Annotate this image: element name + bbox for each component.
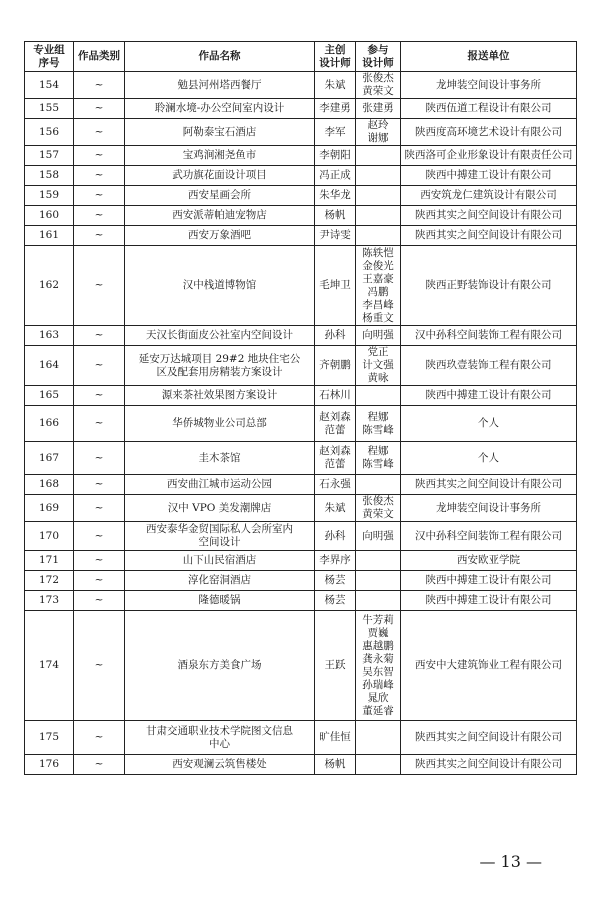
- work-name-cell: 宝鸡涧湘尧鱼市: [125, 146, 315, 166]
- group-number-cell: 161: [25, 226, 74, 246]
- header-work-name: 作品名称: [125, 42, 315, 72]
- category-cell: ~: [74, 206, 125, 226]
- submitting-unit-cell: 汉中孙科空间装饰工程有限公司: [401, 326, 577, 346]
- participants-cell: [356, 551, 401, 571]
- participants-cell: 张建勇: [356, 99, 401, 119]
- lead-designer-cell: 齐朝鹏: [315, 346, 356, 386]
- lead-designer-cell: 赵刘森 范蕾: [315, 442, 356, 475]
- category-cell: ~: [74, 99, 125, 119]
- submitting-unit-cell: 个人: [401, 442, 577, 475]
- table-row: [25, 475, 577, 495]
- category-cell: ~: [74, 522, 125, 551]
- table-row: [25, 611, 577, 721]
- group-number-cell: 176: [25, 755, 74, 775]
- work-name-cell: 阿勒泰宝石酒店: [125, 119, 315, 146]
- lead-designer-cell: 孙科: [315, 326, 356, 346]
- lead-designer-cell: 冯正成: [315, 166, 356, 186]
- submitting-unit-cell: 陕西中搏建工设计有限公司: [401, 571, 577, 591]
- lead-designer-cell: 杨芸: [315, 591, 356, 611]
- table-row: [25, 72, 577, 99]
- participants-cell: [356, 206, 401, 226]
- category-cell: ~: [74, 551, 125, 571]
- table-row: [25, 406, 577, 442]
- lead-designer-cell: 赵刘森 范蕾: [315, 406, 356, 442]
- lead-designer-cell: 王跃: [315, 611, 356, 721]
- participants-cell: [356, 571, 401, 591]
- lead-designer-cell: 李建勇: [315, 99, 356, 119]
- group-number-cell: 156: [25, 119, 74, 146]
- participants-cell: [356, 591, 401, 611]
- header-submitting-unit: 报送单位: [401, 42, 577, 72]
- group-number-cell: 155: [25, 99, 74, 119]
- participants-cell: [356, 721, 401, 755]
- work-name-cell: 延安万达城项目 29#2 地块住宅公 区及配套用房精装方案设计: [125, 346, 315, 386]
- table-row: [25, 551, 577, 571]
- table-row: [25, 755, 577, 775]
- category-cell: ~: [74, 591, 125, 611]
- group-number-cell: 173: [25, 591, 74, 611]
- submitting-unit-cell: 陕西其实之间空间设计有限公司: [401, 721, 577, 755]
- table-row: [25, 326, 577, 346]
- lead-designer-cell: 旷佳恒: [315, 721, 356, 755]
- work-name-cell: 甘肃交通职业技术学院图文信息 中心: [125, 721, 315, 755]
- work-name-cell: 天汉长街面皮公社室内空间设计: [125, 326, 315, 346]
- submitting-unit-cell: 陕西其实之间空间设计有限公司: [401, 226, 577, 246]
- work-name-cell: 勉县河州塔西餐厅: [125, 72, 315, 99]
- category-cell: ~: [74, 326, 125, 346]
- header-category: 作品类别: [74, 42, 125, 72]
- work-name-cell: 隆德暖锅: [125, 591, 315, 611]
- table-row: [25, 206, 577, 226]
- lead-designer-cell: 杨芸: [315, 571, 356, 591]
- header-group-number: 专业组 序号: [25, 42, 74, 72]
- category-cell: ~: [74, 346, 125, 386]
- participants-cell: [356, 475, 401, 495]
- work-name-cell: 西安观澜云筑售楼处: [125, 755, 315, 775]
- work-name-cell: 聆澜水境-办公空间室内设计: [125, 99, 315, 119]
- category-cell: ~: [74, 72, 125, 99]
- submitting-unit-cell: 陕西其实之间空间设计有限公司: [401, 206, 577, 226]
- work-name-cell: 西安泰华金贸国际私人会所室内 空间设计: [125, 522, 315, 551]
- submitting-unit-cell: 陕西中搏建工设计有限公司: [401, 591, 577, 611]
- category-cell: ~: [74, 226, 125, 246]
- group-number-cell: 169: [25, 495, 74, 522]
- submitting-unit-cell: 陕西度高环境艺术设计有限公司: [401, 119, 577, 146]
- entries-table: [24, 41, 577, 775]
- submitting-unit-cell: 陕西玖壹装饰工程有限公司: [401, 346, 577, 386]
- submitting-unit-cell: 西安筑龙仁建筑设计有限公司: [401, 186, 577, 206]
- group-number-cell: 158: [25, 166, 74, 186]
- participants-cell: [356, 755, 401, 775]
- participants-cell: [356, 386, 401, 406]
- group-number-cell: 167: [25, 442, 74, 475]
- work-name-cell: 西安派蒂帕迪宠物店: [125, 206, 315, 226]
- table-row: [25, 721, 577, 755]
- work-name-cell: 西安星画会所: [125, 186, 315, 206]
- participants-cell: [356, 166, 401, 186]
- group-number-cell: 165: [25, 386, 74, 406]
- participants-cell: 赵玲 谢娜: [356, 119, 401, 146]
- group-number-cell: 163: [25, 326, 74, 346]
- lead-designer-cell: 李朝阳: [315, 146, 356, 166]
- group-number-cell: 168: [25, 475, 74, 495]
- group-number-cell: 171: [25, 551, 74, 571]
- group-number-cell: 157: [25, 146, 74, 166]
- submitting-unit-cell: 陕西中搏建工设计有限公司: [401, 386, 577, 406]
- work-name-cell: 汉中栈道博物馆: [125, 246, 315, 326]
- table-row: [25, 442, 577, 475]
- participants-cell: 向明强: [356, 326, 401, 346]
- participants-cell: 张俊杰 黄荣文: [356, 495, 401, 522]
- header-lead-designer: 主创 设计师: [315, 42, 356, 72]
- submitting-unit-cell: 汉中孙科空间装饰工程有限公司: [401, 522, 577, 551]
- submitting-unit-cell: 陕西其实之间空间设计有限公司: [401, 755, 577, 775]
- participants-cell: 程娜 陈雪峰: [356, 406, 401, 442]
- lead-designer-cell: 朱华龙: [315, 186, 356, 206]
- submitting-unit-cell: 陕西正野装饰设计有限公司: [401, 246, 577, 326]
- work-name-cell: 淳化窑洞酒店: [125, 571, 315, 591]
- group-number-cell: 172: [25, 571, 74, 591]
- submitting-unit-cell: 陕西洛可企业形象设计有限责任公司: [401, 146, 577, 166]
- table-row: [25, 119, 577, 146]
- group-number-cell: 159: [25, 186, 74, 206]
- submitting-unit-cell: 陕西伍道工程设计有限公司: [401, 99, 577, 119]
- category-cell: ~: [74, 386, 125, 406]
- table-header-row: [25, 42, 577, 72]
- page-number: — 13 —: [479, 852, 542, 871]
- lead-designer-cell: 李军: [315, 119, 356, 146]
- submitting-unit-cell: 西安欧亚学院: [401, 551, 577, 571]
- work-name-cell: 华侨城物业公司总部: [125, 406, 315, 442]
- submitting-unit-cell: 西安中大建筑饰业工程有限公司: [401, 611, 577, 721]
- category-cell: ~: [74, 146, 125, 166]
- category-cell: ~: [74, 186, 125, 206]
- lead-designer-cell: 石林川: [315, 386, 356, 406]
- table-row: [25, 522, 577, 551]
- work-name-cell: 圭木茶馆: [125, 442, 315, 475]
- group-number-cell: 162: [25, 246, 74, 326]
- participants-cell: 向明强: [356, 522, 401, 551]
- participants-cell: [356, 226, 401, 246]
- participants-cell: 程娜 陈雪峰: [356, 442, 401, 475]
- table-row: [25, 186, 577, 206]
- submitting-unit-cell: 陕西其实之间空间设计有限公司: [401, 475, 577, 495]
- table-row: [25, 495, 577, 522]
- table-row: [25, 246, 577, 326]
- header-participants: 参与 设计师: [356, 42, 401, 72]
- table-body: [25, 72, 577, 775]
- table-row: [25, 146, 577, 166]
- category-cell: ~: [74, 611, 125, 721]
- work-name-cell: 源来茶社效果图方案设计: [125, 386, 315, 406]
- work-name-cell: 武功旗花面设计项目: [125, 166, 315, 186]
- submitting-unit-cell: 陕西中搏建工设计有限公司: [401, 166, 577, 186]
- submitting-unit-cell: 龙坤装空间设计事务所: [401, 495, 577, 522]
- participants-cell: [356, 186, 401, 206]
- category-cell: ~: [74, 166, 125, 186]
- category-cell: ~: [74, 495, 125, 522]
- submitting-unit-cell: 个人: [401, 406, 577, 442]
- category-cell: ~: [74, 475, 125, 495]
- group-number-cell: 160: [25, 206, 74, 226]
- lead-designer-cell: 石永强: [315, 475, 356, 495]
- category-cell: ~: [74, 755, 125, 775]
- table-row: [25, 346, 577, 386]
- participants-cell: 党正 计文强 黄咏: [356, 346, 401, 386]
- lead-designer-cell: 孙科: [315, 522, 356, 551]
- work-name-cell: 西安曲江城市运动公园: [125, 475, 315, 495]
- participants-cell: 陈轶恺 金俊光 王嘉豪 冯鹏 李昌峰 杨重文: [356, 246, 401, 326]
- participants-cell: 牛芳莉 贾巍 惠越鹏 龚永菊 吴东智 孙瑞峰 晁欣 董延睿: [356, 611, 401, 721]
- group-number-cell: 154: [25, 72, 74, 99]
- table-row: [25, 166, 577, 186]
- lead-designer-cell: 李界序: [315, 551, 356, 571]
- work-name-cell: 西安万象酒吧: [125, 226, 315, 246]
- table-row: [25, 591, 577, 611]
- work-name-cell: 山下山民宿酒店: [125, 551, 315, 571]
- work-name-cell: 汉中 VPO 美发潮牌店: [125, 495, 315, 522]
- table-row: [25, 571, 577, 591]
- submitting-unit-cell: 龙坤装空间设计事务所: [401, 72, 577, 99]
- lead-designer-cell: 尹诗雯: [315, 226, 356, 246]
- table-row: [25, 99, 577, 119]
- participants-cell: [356, 146, 401, 166]
- participants-cell: 张俊杰 黄荣文: [356, 72, 401, 99]
- table-row: [25, 386, 577, 406]
- lead-designer-cell: 杨帆: [315, 206, 356, 226]
- category-cell: ~: [74, 246, 125, 326]
- group-number-cell: 166: [25, 406, 74, 442]
- lead-designer-cell: 朱斌: [315, 72, 356, 99]
- category-cell: ~: [74, 721, 125, 755]
- work-name-cell: 酒泉东方美食广场: [125, 611, 315, 721]
- group-number-cell: 175: [25, 721, 74, 755]
- table-row: [25, 226, 577, 246]
- lead-designer-cell: 朱斌: [315, 495, 356, 522]
- lead-designer-cell: 杨帆: [315, 755, 356, 775]
- category-cell: ~: [74, 119, 125, 146]
- group-number-cell: 170: [25, 522, 74, 551]
- group-number-cell: 164: [25, 346, 74, 386]
- category-cell: ~: [74, 571, 125, 591]
- lead-designer-cell: 毛坤卫: [315, 246, 356, 326]
- category-cell: ~: [74, 442, 125, 475]
- group-number-cell: 174: [25, 611, 74, 721]
- category-cell: ~: [74, 406, 125, 442]
